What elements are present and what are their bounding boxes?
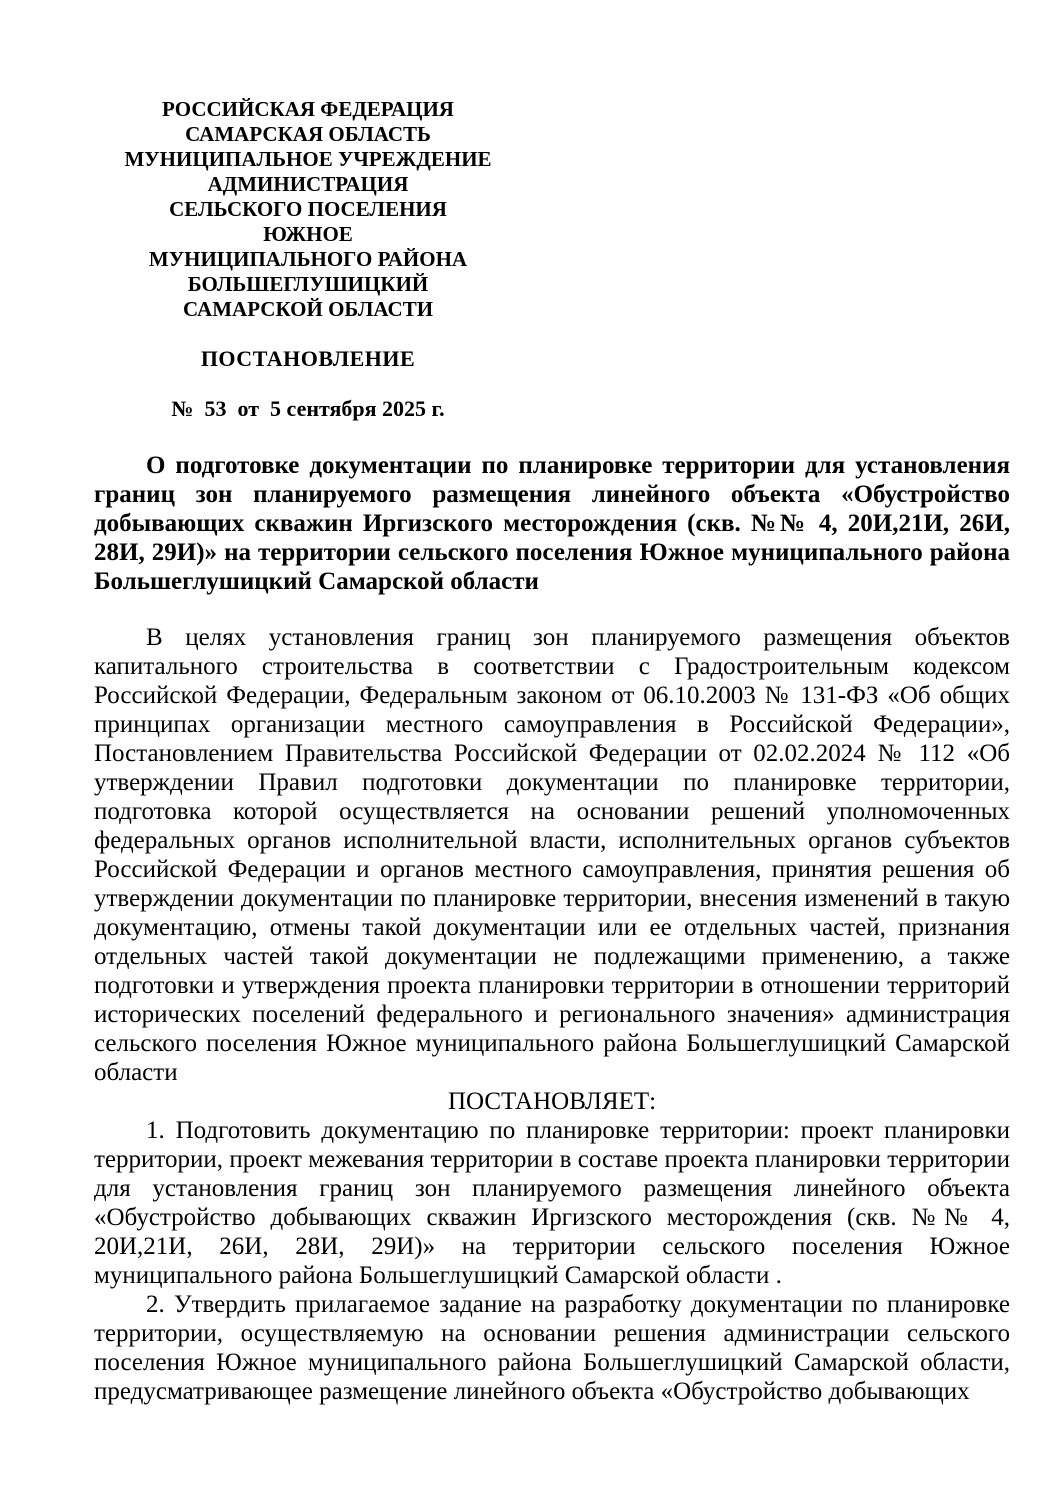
document-type-heading: ПОСТАНОВЛЕНИЕ [200, 346, 416, 371]
authority-line-settlement-type: СЕЛЬСКОГО ПОСЕЛЕНИЯ [169, 197, 447, 221]
resolution-item-1: 1. Подготовить документацию по планировке территории: проект планировки территории, проект межевания территории в составе проекта планировки территории для установления границ зон планируемого размещения линейного объекта «Обустройство добывающих скважин Иргизского месторождения (скв. №№ 4, 20И,21И, 26И, 28И, 29И)» на территории сельского поселения Южное муниципального района Большеглушицкий Самарской области . [94, 1117, 1010, 1289]
resolution-item-2: 2. Утвердить прилагаемое задание на разработку документации по планировке территории, осуществляемую на основании решения администрации сельского поселения Южное муниципального района Большеглушицкий Самарской области, предусматривающее размещение линейного объекта «Обустройство добывающих [94, 1291, 1010, 1405]
authority-line-administration: АДМИНИСТРАЦИЯ [207, 172, 409, 196]
resolves-heading: ПОСТАНОВЛЯЕТ: [447, 1088, 657, 1115]
authority-line-institution: МУНИЦИПАЛЬНОЕ УЧРЕЖДЕНИЕ [124, 147, 492, 171]
authority-line-district-name: БОЛЬШЕГЛУШИЦКИЙ [187, 272, 429, 296]
issuing-authority-block [94, 97, 522, 322]
authority-line-oblast: САМАРСКОЙ ОБЛАСТИ [182, 297, 434, 321]
authority-line-federation: РОССИЙСКАЯ ФЕДЕРАЦИЯ [162, 97, 454, 121]
authority-line-settlement-name: ЮЖНОЕ [263, 222, 353, 246]
document-title: О подготовке документации по планировке территории для установления границ зон планируемого размещения линейного объекта «Обустройство добывающих скважин Иргизского месторождения (скв. №№ 4, 20И,21И, 26И, 28И, 29И)» на территории сельского поселения Южное муниципального района Большеглушицкий Самарской области [94, 452, 1010, 595]
authority-line-region: САМАРСКАЯ ОБЛАСТЬ [185, 122, 431, 146]
document-number-date: № 53 от 5 сентября 2025 г. [171, 396, 445, 421]
authority-line-district-type: МУНИЦИПАЛЬНОГО РАЙОНА [148, 247, 468, 271]
preamble-paragraph: В целях установления границ зон планируемого размещения объектов капитального строительства в соответствии с Градостроительным кодексом Российской Федерации, Федеральным законом от 06.10.2003 № 131-ФЗ «Об общих принципах организации местного самоуправления в Российской Федерации», Постановлением Правительства Российской Федерации от 02.02.2024 № 112 «Об утверждении Правил подготовки документации по планировке территории, подготовка которой осуществляется на основании решений уполномоченных федеральных органов исполнительной власти, исполнительных органов субъектов Российской Федерации и органов местного самоуправления, принятия решения об утверждении документации по планировке территории, внесения изменений в такую документацию, отмены такой документации или ее отдельных частей, признания отдельных частей такой документации не подлежащими применению, а также подготовки и утверждения проекта планировки территории в отношении территорий исторических поселений федерального и регионального значения» администрация сельского поселения Южное муниципального района Большеглушицкий Самарской области [94, 624, 1010, 1086]
